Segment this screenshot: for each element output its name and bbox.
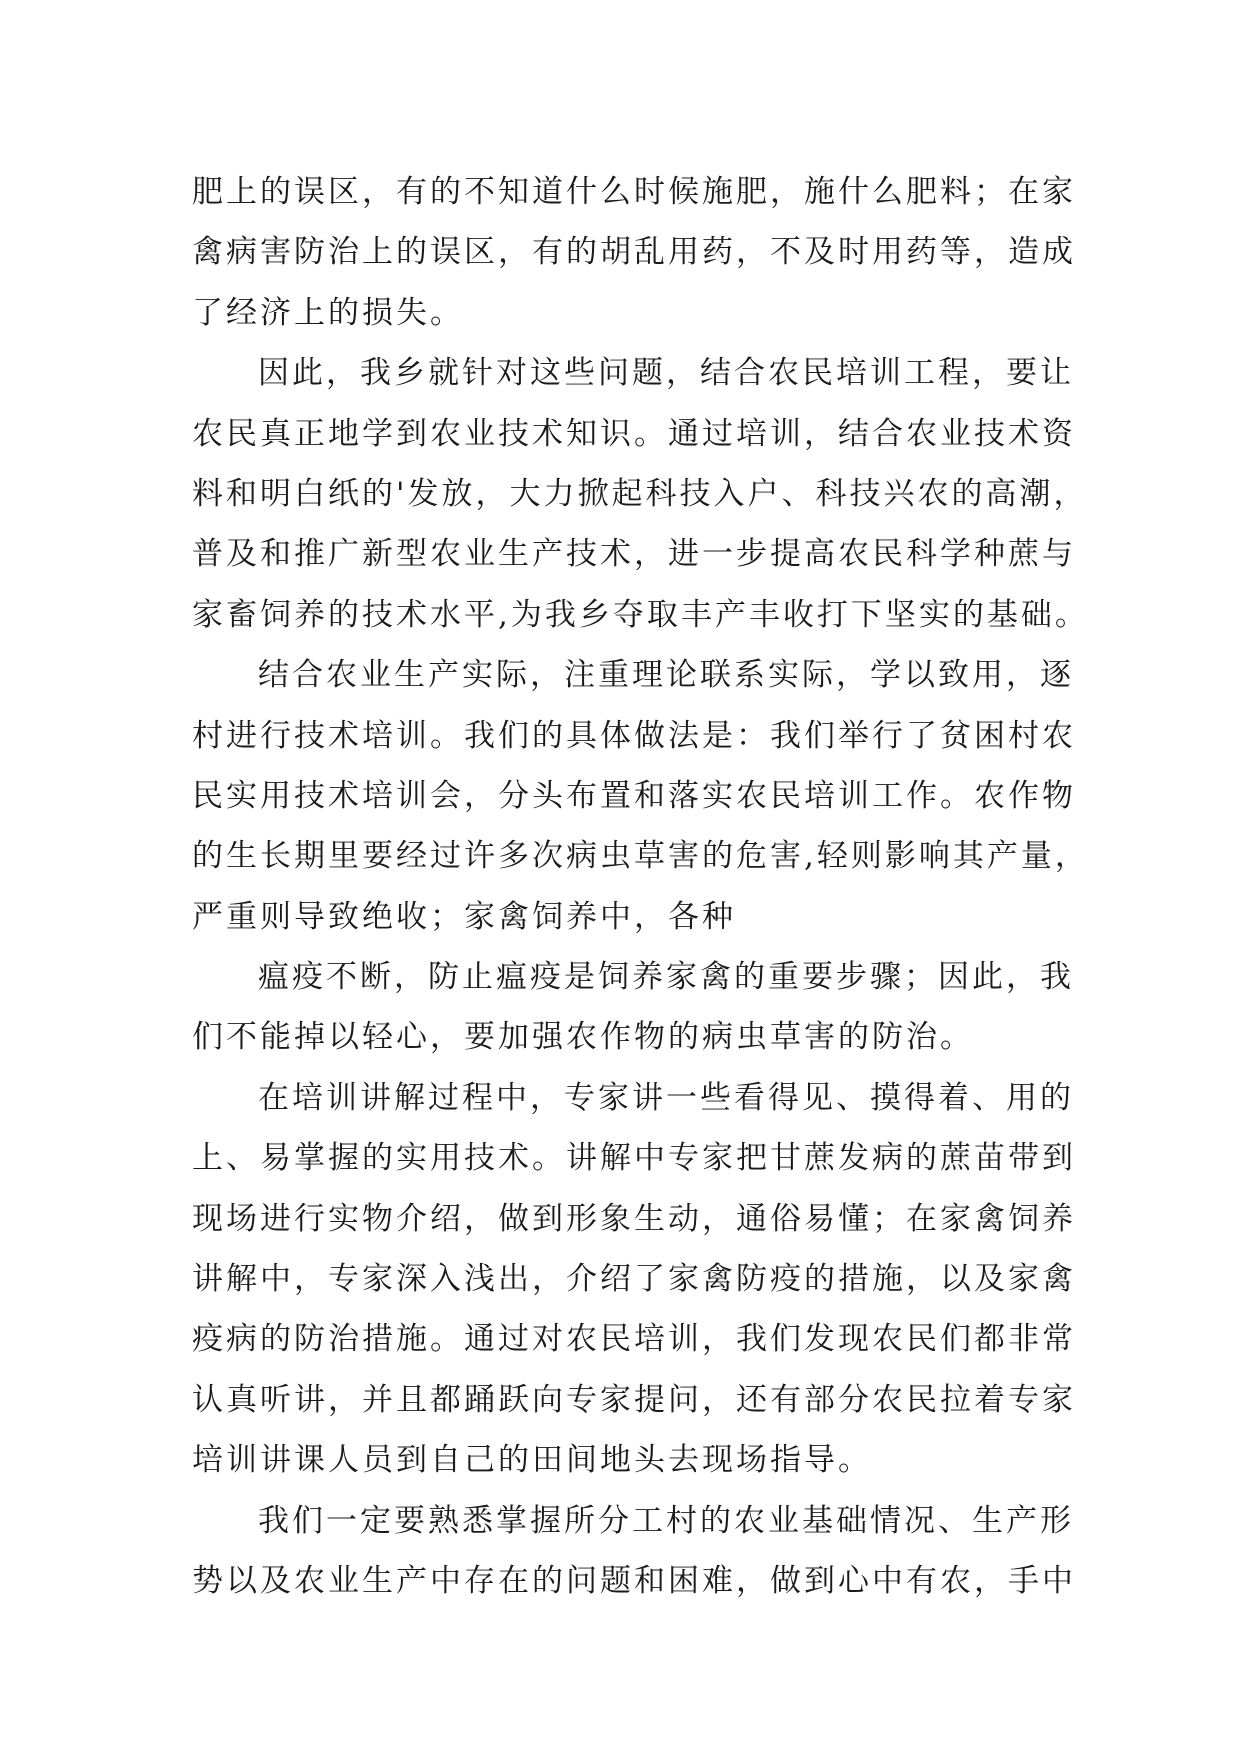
text-line-24: 势以及农业生产中存在的问题和困难，做到心中有农，手中 — [192, 1562, 1076, 1599]
text-line-2: 禽病害防治上的误区，有的胡乱用药，不及时用药等，造成 — [192, 234, 1076, 271]
text-line-10: 村进行技术培训。我们的具体做法是：我们举行了贫困村农 — [192, 717, 1076, 754]
text-line-16: 在培训讲解过程中，专家讲一些看得见、摸得着、用的 — [258, 1079, 1074, 1116]
text-line-14: 瘟疫不断，防止瘟疫是饲养家禽的重要步骤；因此，我 — [258, 959, 1074, 996]
text-line-3: 了经济上的损失。 — [192, 294, 464, 331]
text-line-8: 家畜饲养的技术水平,为我乡夺取丰产丰收打下坚实的基础。 — [192, 596, 1089, 633]
text-line-11: 民实用技术培训会，分头布置和落实农民培训工作。农作物 — [192, 777, 1076, 814]
text-line-4: 因此，我乡就针对这些问题，结合农民培训工程，要让 — [258, 355, 1074, 392]
text-line-13: 严重则导致绝收；家禽饲养中，各种 — [192, 898, 736, 935]
text-line-1: 肥上的误区，有的不知道什么时候施肥，施什么肥料；在家 — [192, 174, 1076, 210]
text-line-21: 认真听讲，并且都踊跃向专家提问，还有部分农民拉着专家 — [192, 1381, 1076, 1418]
text-line-20: 疫病的防治措施。通过对农民培训，我们发现农民们都非常 — [192, 1321, 1076, 1358]
text-line-15: 们不能掉以轻心，要加强农作物的病虫草害的防治。 — [192, 1019, 974, 1056]
text-line-5: 农民真正地学到农业技术知识。通过培训，结合农业技术资 — [192, 415, 1076, 452]
text-line-22: 培训讲课人员到自己的田间地头去现场指导。 — [192, 1442, 872, 1479]
text-line-9: 结合农业生产实际，注重理论联系实际，学以致用，逐 — [258, 657, 1074, 694]
text-line-18: 现场进行实物介绍，做到形象生动，通俗易懂；在家禽饲养 — [192, 1200, 1076, 1237]
text-line-23: 我们一定要熟悉掌握所分工村的农业基础情况、生产形 — [258, 1502, 1074, 1539]
text-line-12: 的生长期里要经过许多次病虫草害的危害,轻则影响其产量， — [192, 838, 1089, 875]
text-line-17: 上、易掌握的实用技术。讲解中专家把甘蔗发病的蔗苗带到 — [192, 1140, 1076, 1177]
text-line-7: 普及和推广新型农业生产技术，进一步提高农民科学种蔗与 — [192, 536, 1076, 573]
text-line-6: 料和明白纸的'发放，大力掀起科技入户、科技兴农的高潮， — [192, 475, 1088, 512]
text-line-19: 讲解中，专家深入浅出，介绍了家禽防疫的措施，以及家禽 — [192, 1261, 1076, 1298]
document-body — [192, 162, 1089, 1611]
